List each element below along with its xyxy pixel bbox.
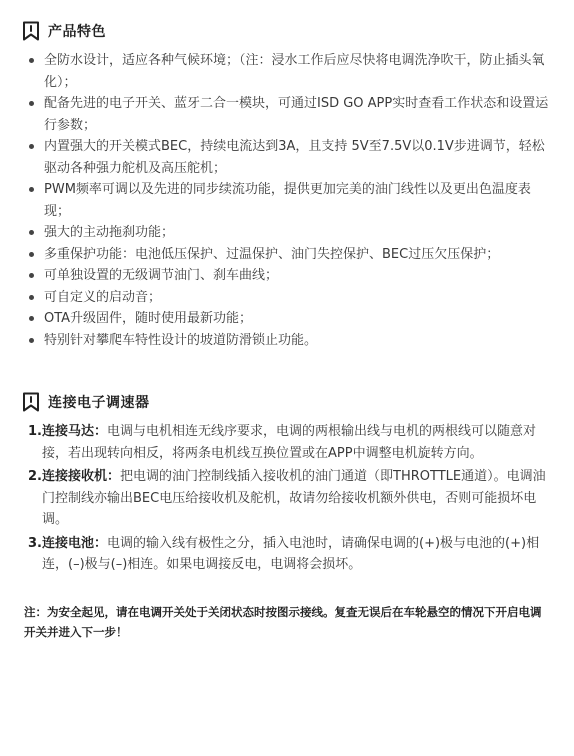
bullet-dot	[29, 295, 34, 300]
bullet-dot	[29, 316, 34, 321]
step-number: 3.	[28, 535, 42, 551]
step-item	[22, 533, 550, 576]
bullet-dot	[29, 101, 34, 106]
list-item	[22, 50, 550, 93]
step-title: 连接接收机：	[42, 469, 121, 484]
step-title: 连接电池：	[42, 535, 108, 551]
bullet-dot	[29, 230, 34, 235]
list-item-text: 全防水设计，适应各种气候环境；（注：浸水工作后应尽快将电调洗净吹干，防止插头氧化）；	[44, 53, 545, 90]
bullet-dot	[29, 252, 34, 257]
list-item-text: OTA升级固件，随时使用最新功能；	[44, 311, 253, 326]
bookmark-icon	[22, 21, 40, 41]
step-text: 把电调的油门控制线插入接收机的油门通道（即THROTTLE通道）。电调油门控制线亦输出BEC电压给接收机及舵机，故请勿给接收机额外供电，否则可能损坏电调。	[42, 469, 546, 527]
section-title: 产品特色	[48, 24, 106, 40]
feature-list	[22, 50, 550, 351]
list-item	[22, 287, 550, 309]
list-item-text: 可自定义的启动音；	[44, 289, 162, 305]
bookmark-icon	[22, 392, 40, 412]
list-item	[22, 244, 550, 266]
list-item-text: 特别针对攀爬车特性设计的坡道防滑锁止功能。	[44, 332, 318, 348]
list-item-text: 内置强大的开关模式BEC，持续电流达到3A，且支持 5V至7.5V以0.1V步进调节，轻松驱动各种强力舵机及高压舵机；	[44, 139, 545, 176]
safety-note: 注：为安全起见，请在电调开关处于关闭状态时按图示接线。复查无误后在车轮悬空的情况下开启电调开关并进入下一步！	[24, 604, 542, 639]
step-item	[22, 466, 550, 531]
list-item	[22, 265, 550, 287]
section-title: 连接电子调速器	[48, 395, 150, 411]
bullet-dot	[29, 273, 34, 278]
list-item	[22, 179, 550, 222]
bullet-dot	[29, 338, 34, 343]
step-text: 电调与电机相连无线序要求，电调的两根输出线与电机的两根线可以随意对接，若出现转向相反，将两条电机线互换位置或在APP中调整电机旋转方向。	[42, 424, 537, 461]
list-item	[22, 330, 550, 352]
bullet-dot	[29, 58, 34, 63]
list-item-text: 配备先进的电子开关、蓝牙二合一模块，可通过ISD GO APP实时查看工作状态和设置运行参数；	[44, 96, 549, 133]
list-item	[22, 308, 550, 330]
list-item-text: 可单独设置的无级调节油门、刹车曲线；	[44, 268, 279, 283]
section-header-features	[22, 18, 550, 44]
list-item	[22, 136, 550, 179]
list-item-text: PWM频率可调以及先进的同步续流功能，提供更加完美的油门线性以及更出色温度表现；	[44, 182, 531, 219]
section-header-connect	[22, 389, 550, 415]
list-item-text: 多重保护功能：电池低压保护、过温保护、油门失控保护、BEC过压欠压保护；	[44, 246, 500, 262]
list-item-text: 强大的主动拖刹功能；	[44, 225, 175, 240]
list-item	[22, 93, 550, 136]
step-number: 2.	[28, 469, 42, 484]
step-number: 1.	[28, 424, 42, 439]
bullet-dot	[29, 187, 34, 192]
step-item	[22, 421, 550, 464]
step-text: 电调的输入线有极性之分，插入电池时，请确保电调的(+)极与电池的(+)相连，(–)极与(–)相连。如果电调接反电，电调将会损坏。	[42, 535, 540, 572]
step-list	[22, 421, 550, 576]
list-item	[22, 222, 550, 244]
bullet-dot	[29, 144, 34, 149]
step-title: 连接马达：	[42, 424, 108, 439]
